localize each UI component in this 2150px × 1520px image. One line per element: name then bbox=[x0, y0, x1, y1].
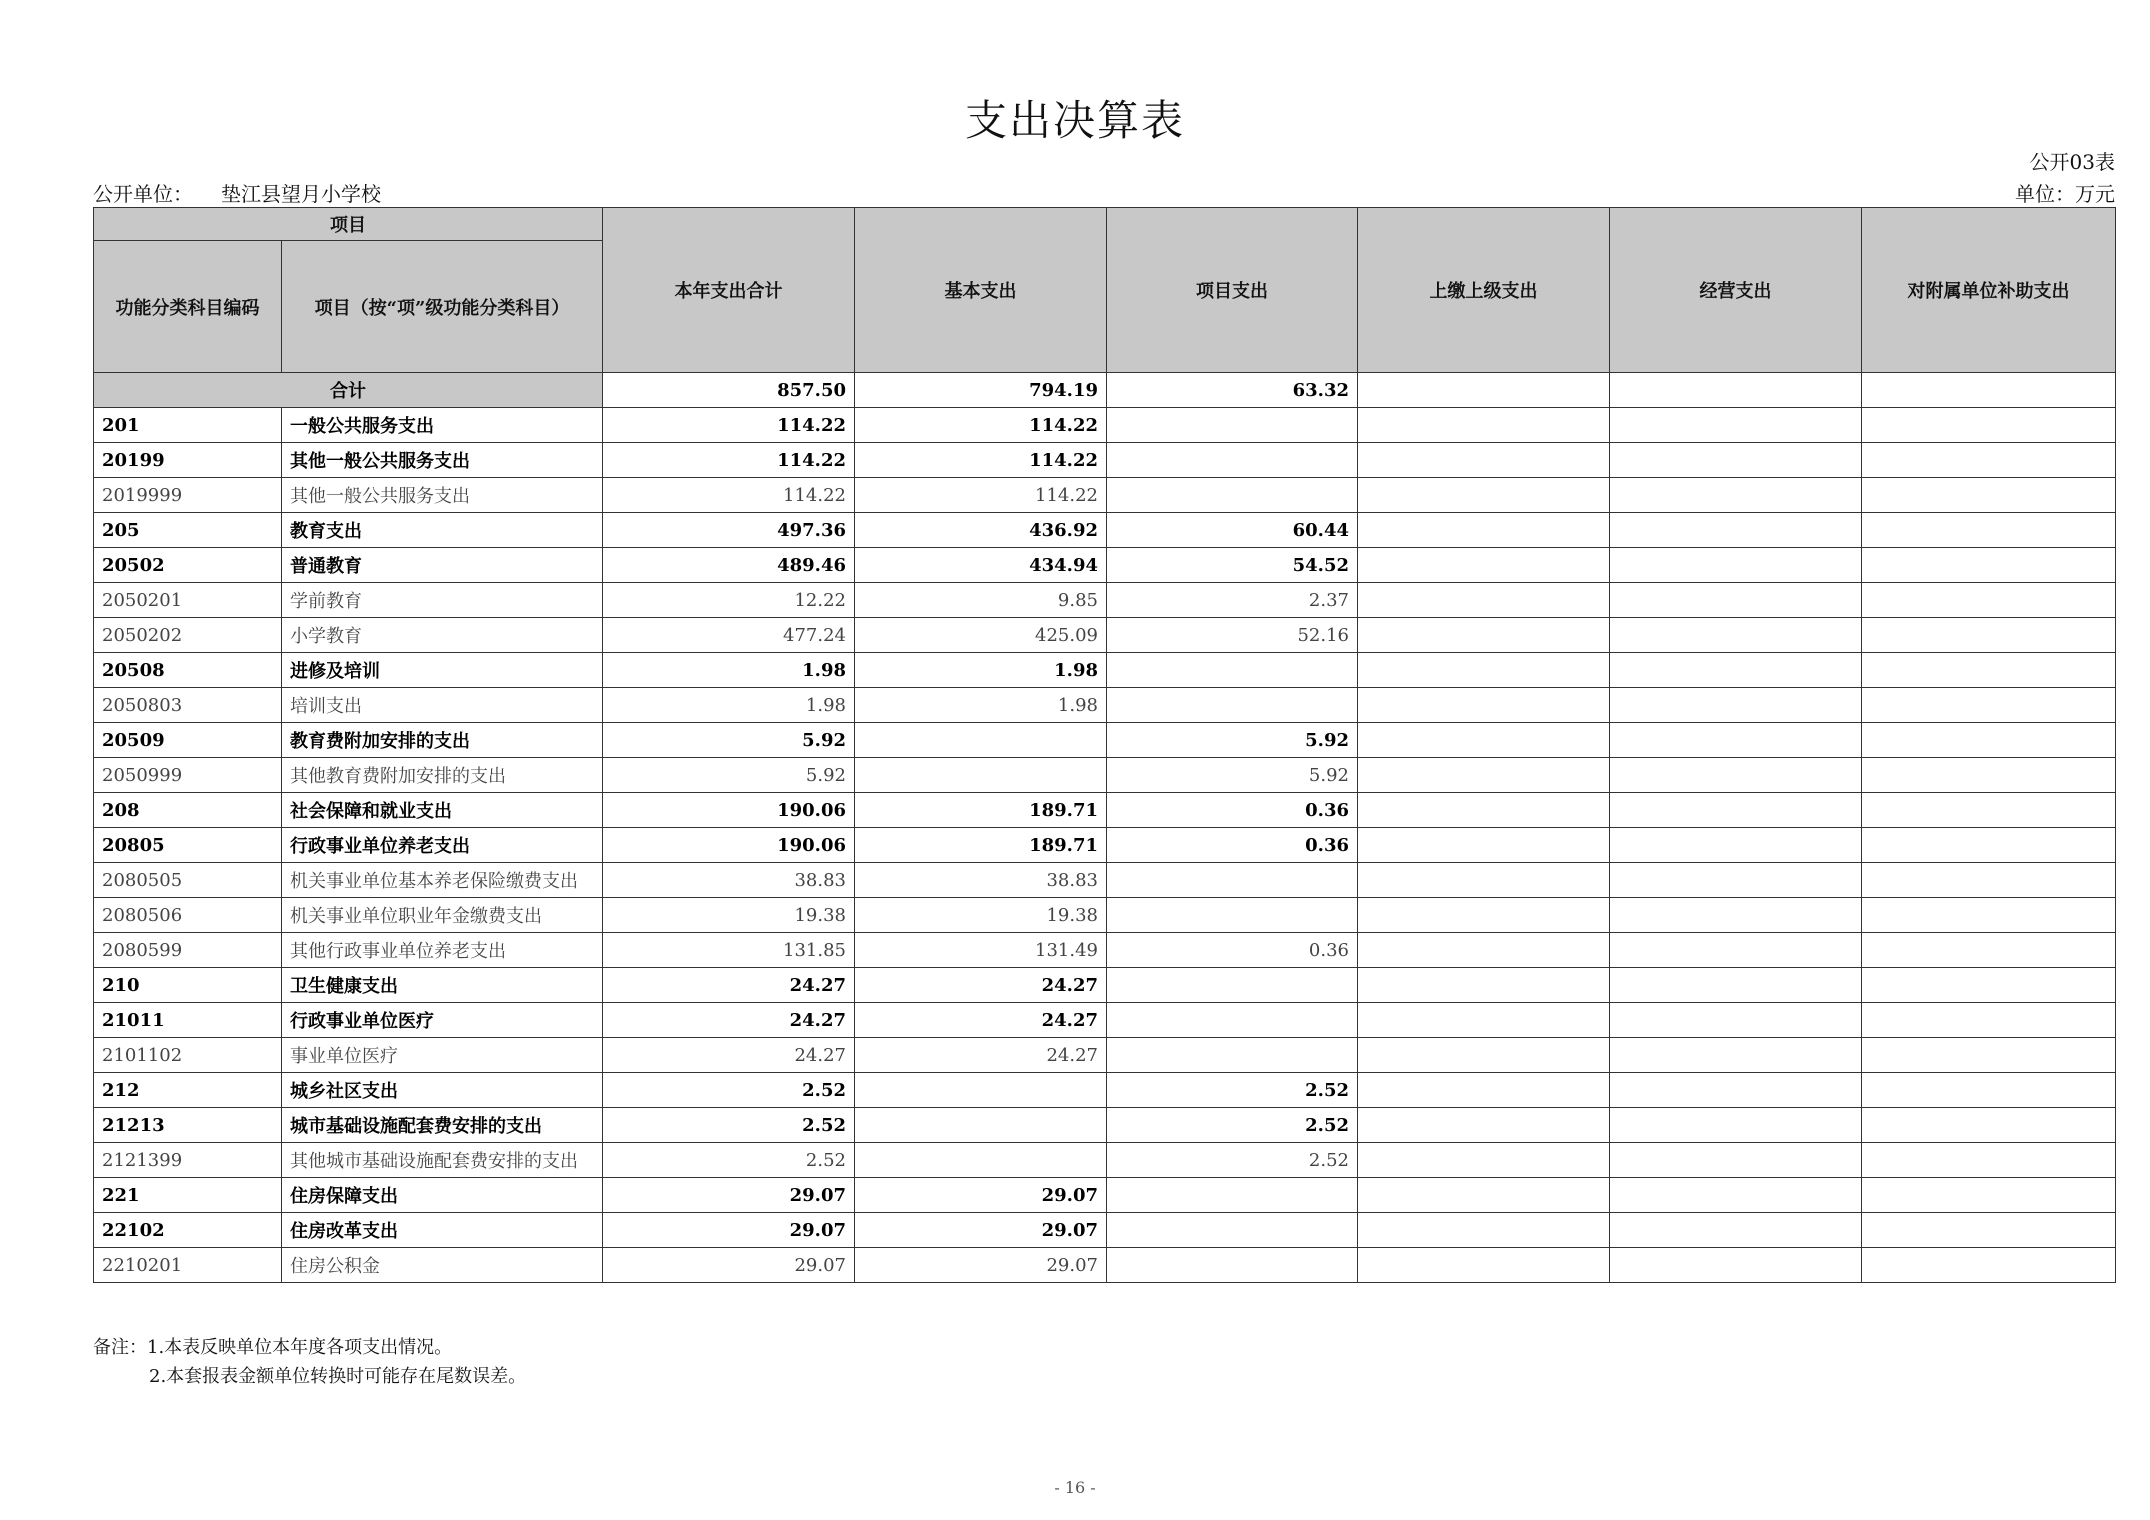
table-row bbox=[94, 793, 2116, 828]
cell-subsidy bbox=[1862, 968, 2116, 1003]
cell-total: 114.22 bbox=[603, 478, 855, 513]
cell-project: 2.52 bbox=[1107, 1143, 1358, 1178]
cell-name: 其他行政事业单位养老支出 bbox=[282, 933, 603, 968]
cell-code: 21213 bbox=[94, 1108, 282, 1143]
cell-business bbox=[1610, 1248, 1862, 1283]
totals-basic: 794.19 bbox=[855, 373, 1107, 408]
cell-name: 城乡社区支出 bbox=[282, 1073, 603, 1108]
cell-name: 小学教育 bbox=[282, 618, 603, 653]
table-row bbox=[94, 898, 2116, 933]
cell-total: 1.98 bbox=[603, 688, 855, 723]
totals-total: 857.50 bbox=[603, 373, 855, 408]
cell-project bbox=[1107, 1178, 1358, 1213]
table-row bbox=[94, 968, 2116, 1003]
cell-total: 5.92 bbox=[603, 723, 855, 758]
cell-name: 培训支出 bbox=[282, 688, 603, 723]
cell-code: 20502 bbox=[94, 548, 282, 583]
table-row bbox=[94, 513, 2116, 548]
cell-upper bbox=[1358, 898, 1610, 933]
cell-basic: 1.98 bbox=[855, 688, 1107, 723]
reporting-unit bbox=[93, 178, 381, 207]
reporting-unit-label: 公开单位： bbox=[93, 182, 193, 206]
totals-label: 合计 bbox=[94, 373, 603, 408]
cell-upper bbox=[1358, 1248, 1610, 1283]
cell-business bbox=[1610, 443, 1862, 478]
cell-total: 2.52 bbox=[603, 1073, 855, 1108]
table-row bbox=[94, 548, 2116, 583]
cell-basic: 436.92 bbox=[855, 513, 1107, 548]
cell-name: 机关事业单位职业年金缴费支出 bbox=[282, 898, 603, 933]
cell-business bbox=[1610, 723, 1862, 758]
header-business: 经营支出 bbox=[1610, 208, 1862, 373]
table-row bbox=[94, 688, 2116, 723]
cell-subsidy bbox=[1862, 1108, 2116, 1143]
cell-basic: 29.07 bbox=[855, 1213, 1107, 1248]
cell-business bbox=[1610, 583, 1862, 618]
cell-code: 2080599 bbox=[94, 933, 282, 968]
cell-subsidy bbox=[1862, 548, 2116, 583]
table-row bbox=[94, 1038, 2116, 1073]
cell-subsidy bbox=[1862, 443, 2116, 478]
form-number: 公开03表 bbox=[2029, 150, 2115, 174]
cell-name: 住房公积金 bbox=[282, 1248, 603, 1283]
cell-upper bbox=[1358, 723, 1610, 758]
cell-project: 54.52 bbox=[1107, 548, 1358, 583]
cell-basic: 131.49 bbox=[855, 933, 1107, 968]
page-number: - 16 - bbox=[1054, 1478, 1096, 1497]
cell-subsidy bbox=[1862, 688, 2116, 723]
cell-project bbox=[1107, 863, 1358, 898]
cell-business bbox=[1610, 1108, 1862, 1143]
cell-total: 5.92 bbox=[603, 758, 855, 793]
cell-total: 38.83 bbox=[603, 863, 855, 898]
cell-project: 2.52 bbox=[1107, 1073, 1358, 1108]
cell-basic: 114.22 bbox=[855, 408, 1107, 443]
reporting-unit-name: 垫江县望月小学校 bbox=[221, 182, 381, 206]
cell-subsidy bbox=[1862, 863, 2116, 898]
table-row bbox=[94, 1108, 2116, 1143]
cell-basic: 29.07 bbox=[855, 1178, 1107, 1213]
cell-name: 住房改革支出 bbox=[282, 1213, 603, 1248]
cell-total: 190.06 bbox=[603, 828, 855, 863]
cell-business bbox=[1610, 478, 1862, 513]
cell-basic bbox=[855, 758, 1107, 793]
table-row bbox=[94, 1143, 2116, 1178]
cell-subsidy bbox=[1862, 1038, 2116, 1073]
cell-basic bbox=[855, 1143, 1107, 1178]
cell-code: 2080505 bbox=[94, 863, 282, 898]
cell-basic bbox=[855, 723, 1107, 758]
cell-subsidy bbox=[1862, 1178, 2116, 1213]
cell-project: 0.36 bbox=[1107, 793, 1358, 828]
cell-project bbox=[1107, 443, 1358, 478]
cell-name: 其他城市基础设施配套费安排的支出 bbox=[282, 1143, 603, 1178]
cell-total: 24.27 bbox=[603, 1003, 855, 1038]
cell-upper bbox=[1358, 548, 1610, 583]
cell-name: 住房保障支出 bbox=[282, 1178, 603, 1213]
cell-name: 机关事业单位基本养老保险缴费支出 bbox=[282, 863, 603, 898]
cell-upper bbox=[1358, 1038, 1610, 1073]
cell-business bbox=[1610, 1003, 1862, 1038]
cell-code: 22102 bbox=[94, 1213, 282, 1248]
cell-project: 52.16 bbox=[1107, 618, 1358, 653]
header-basic: 基本支出 bbox=[855, 208, 1107, 373]
header-total: 本年支出合计 bbox=[603, 208, 855, 373]
cell-subsidy bbox=[1862, 828, 2116, 863]
cell-business bbox=[1610, 863, 1862, 898]
cell-code: 2050803 bbox=[94, 688, 282, 723]
cell-basic: 29.07 bbox=[855, 1248, 1107, 1283]
cell-name: 行政事业单位养老支出 bbox=[282, 828, 603, 863]
cell-total: 2.52 bbox=[603, 1143, 855, 1178]
cell-name: 一般公共服务支出 bbox=[282, 408, 603, 443]
cell-upper bbox=[1358, 1143, 1610, 1178]
cell-project: 60.44 bbox=[1107, 513, 1358, 548]
expenditure-table bbox=[93, 207, 2116, 1283]
cell-total: 489.46 bbox=[603, 548, 855, 583]
report-title: 支出决算表 bbox=[964, 96, 1185, 145]
cell-business bbox=[1610, 1038, 1862, 1073]
cell-name: 其他一般公共服务支出 bbox=[282, 478, 603, 513]
cell-basic: 24.27 bbox=[855, 968, 1107, 1003]
cell-subsidy bbox=[1862, 933, 2116, 968]
cell-upper bbox=[1358, 758, 1610, 793]
table-row bbox=[94, 1073, 2116, 1108]
table-row bbox=[94, 653, 2116, 688]
cell-business bbox=[1610, 793, 1862, 828]
cell-upper bbox=[1358, 828, 1610, 863]
totals-row bbox=[94, 373, 2116, 408]
cell-name: 学前教育 bbox=[282, 583, 603, 618]
cell-name: 卫生健康支出 bbox=[282, 968, 603, 1003]
cell-upper bbox=[1358, 443, 1610, 478]
cell-business bbox=[1610, 618, 1862, 653]
cell-code: 2050999 bbox=[94, 758, 282, 793]
cell-subsidy bbox=[1862, 513, 2116, 548]
cell-name: 事业单位医疗 bbox=[282, 1038, 603, 1073]
cell-code: 208 bbox=[94, 793, 282, 828]
cell-project bbox=[1107, 478, 1358, 513]
cell-upper bbox=[1358, 408, 1610, 443]
cell-business bbox=[1610, 1073, 1862, 1108]
header-project: 项目支出 bbox=[1107, 208, 1358, 373]
cell-code: 20805 bbox=[94, 828, 282, 863]
table-row bbox=[94, 1248, 2116, 1283]
cell-basic: 24.27 bbox=[855, 1038, 1107, 1073]
cell-project bbox=[1107, 653, 1358, 688]
cell-basic: 189.71 bbox=[855, 793, 1107, 828]
money-unit: 单位：万元 bbox=[2015, 182, 2115, 206]
cell-business bbox=[1610, 513, 1862, 548]
cell-total: 29.07 bbox=[603, 1213, 855, 1248]
cell-upper bbox=[1358, 618, 1610, 653]
cell-project: 5.92 bbox=[1107, 723, 1358, 758]
cell-business bbox=[1610, 548, 1862, 583]
cell-upper bbox=[1358, 688, 1610, 723]
cell-business bbox=[1610, 653, 1862, 688]
cell-project: 0.36 bbox=[1107, 933, 1358, 968]
cell-code: 20509 bbox=[94, 723, 282, 758]
cell-total: 24.27 bbox=[603, 1038, 855, 1073]
cell-upper bbox=[1358, 513, 1610, 548]
cell-upper bbox=[1358, 1073, 1610, 1108]
cell-project: 0.36 bbox=[1107, 828, 1358, 863]
cell-code: 212 bbox=[94, 1073, 282, 1108]
cell-project bbox=[1107, 688, 1358, 723]
cell-name: 其他教育费附加安排的支出 bbox=[282, 758, 603, 793]
cell-total: 114.22 bbox=[603, 408, 855, 443]
cell-project bbox=[1107, 968, 1358, 1003]
note-line-2: 2.本套报表金额单位转换时可能存在尾数误差。 bbox=[149, 1366, 527, 1387]
cell-upper bbox=[1358, 863, 1610, 898]
cell-upper bbox=[1358, 583, 1610, 618]
totals-business bbox=[1610, 373, 1862, 408]
table-row bbox=[94, 1213, 2116, 1248]
cell-project bbox=[1107, 1213, 1358, 1248]
cell-upper bbox=[1358, 1178, 1610, 1213]
cell-project bbox=[1107, 408, 1358, 443]
cell-name: 普通教育 bbox=[282, 548, 603, 583]
header-item: 项目 bbox=[94, 208, 603, 241]
cell-basic: 24.27 bbox=[855, 1003, 1107, 1038]
cell-name: 城市基础设施配套费安排的支出 bbox=[282, 1108, 603, 1143]
cell-code: 2101102 bbox=[94, 1038, 282, 1073]
table-row bbox=[94, 1003, 2116, 1038]
cell-code: 210 bbox=[94, 968, 282, 1003]
cell-upper bbox=[1358, 968, 1610, 1003]
cell-code: 2080506 bbox=[94, 898, 282, 933]
table-row bbox=[94, 758, 2116, 793]
cell-project: 2.52 bbox=[1107, 1108, 1358, 1143]
cell-total: 190.06 bbox=[603, 793, 855, 828]
cell-subsidy bbox=[1862, 1248, 2116, 1283]
cell-code: 2121399 bbox=[94, 1143, 282, 1178]
table-row bbox=[94, 1178, 2116, 1213]
notes bbox=[93, 1333, 526, 1391]
header-code: 功能分类科目编码 bbox=[94, 241, 282, 373]
cell-code: 221 bbox=[94, 1178, 282, 1213]
cell-total: 19.38 bbox=[603, 898, 855, 933]
header-name: 项目（按“项”级功能分类科目） bbox=[282, 241, 603, 373]
cell-upper bbox=[1358, 793, 1610, 828]
cell-basic: 38.83 bbox=[855, 863, 1107, 898]
cell-subsidy bbox=[1862, 758, 2116, 793]
table-row bbox=[94, 408, 2116, 443]
cell-subsidy bbox=[1862, 478, 2116, 513]
cell-total: 12.22 bbox=[603, 583, 855, 618]
cell-total: 2.52 bbox=[603, 1108, 855, 1143]
cell-code: 20199 bbox=[94, 443, 282, 478]
cell-project: 2.37 bbox=[1107, 583, 1358, 618]
cell-code: 21011 bbox=[94, 1003, 282, 1038]
cell-name: 其他一般公共服务支出 bbox=[282, 443, 603, 478]
cell-business bbox=[1610, 1213, 1862, 1248]
table-row bbox=[94, 443, 2116, 478]
table-row bbox=[94, 723, 2116, 758]
cell-basic: 434.94 bbox=[855, 548, 1107, 583]
cell-project bbox=[1107, 1248, 1358, 1283]
cell-business bbox=[1610, 1178, 1862, 1213]
cell-total: 477.24 bbox=[603, 618, 855, 653]
cell-business bbox=[1610, 898, 1862, 933]
cell-basic: 114.22 bbox=[855, 443, 1107, 478]
table-row bbox=[94, 478, 2116, 513]
cell-total: 114.22 bbox=[603, 443, 855, 478]
header-upper: 上缴上级支出 bbox=[1358, 208, 1610, 373]
cell-code: 2050202 bbox=[94, 618, 282, 653]
totals-upper bbox=[1358, 373, 1610, 408]
cell-code: 205 bbox=[94, 513, 282, 548]
totals-subsidy bbox=[1862, 373, 2116, 408]
cell-upper bbox=[1358, 478, 1610, 513]
cell-code: 2050201 bbox=[94, 583, 282, 618]
cell-project bbox=[1107, 898, 1358, 933]
cell-total: 29.07 bbox=[603, 1248, 855, 1283]
table-row bbox=[94, 863, 2116, 898]
cell-code: 20508 bbox=[94, 653, 282, 688]
cell-total: 131.85 bbox=[603, 933, 855, 968]
table-row bbox=[94, 828, 2116, 863]
cell-code: 2210201 bbox=[94, 1248, 282, 1283]
cell-business bbox=[1610, 688, 1862, 723]
header-subsidy: 对附属单位补助支出 bbox=[1862, 208, 2116, 373]
cell-basic: 9.85 bbox=[855, 583, 1107, 618]
cell-project bbox=[1107, 1038, 1358, 1073]
cell-subsidy bbox=[1862, 408, 2116, 443]
cell-project: 5.92 bbox=[1107, 758, 1358, 793]
cell-basic: 189.71 bbox=[855, 828, 1107, 863]
table-row bbox=[94, 933, 2116, 968]
cell-business bbox=[1610, 968, 1862, 1003]
cell-subsidy bbox=[1862, 1213, 2116, 1248]
cell-business bbox=[1610, 1143, 1862, 1178]
cell-business bbox=[1610, 408, 1862, 443]
cell-name: 教育支出 bbox=[282, 513, 603, 548]
cell-total: 1.98 bbox=[603, 653, 855, 688]
cell-subsidy bbox=[1862, 898, 2116, 933]
cell-basic: 1.98 bbox=[855, 653, 1107, 688]
note-line-1: 备注：1.本表反映单位本年度各项支出情况。 bbox=[93, 1337, 453, 1358]
cell-code: 201 bbox=[94, 408, 282, 443]
cell-business bbox=[1610, 933, 1862, 968]
cell-name: 教育费附加安排的支出 bbox=[282, 723, 603, 758]
cell-name: 行政事业单位医疗 bbox=[282, 1003, 603, 1038]
cell-basic bbox=[855, 1108, 1107, 1143]
totals-project: 63.32 bbox=[1107, 373, 1358, 408]
cell-subsidy bbox=[1862, 793, 2116, 828]
cell-name: 进修及培训 bbox=[282, 653, 603, 688]
cell-subsidy bbox=[1862, 723, 2116, 758]
cell-subsidy bbox=[1862, 1073, 2116, 1108]
cell-business bbox=[1610, 758, 1862, 793]
cell-basic: 19.38 bbox=[855, 898, 1107, 933]
cell-basic bbox=[855, 1073, 1107, 1108]
table-row bbox=[94, 583, 2116, 618]
cell-upper bbox=[1358, 1003, 1610, 1038]
cell-subsidy bbox=[1862, 1143, 2116, 1178]
cell-project bbox=[1107, 1003, 1358, 1038]
cell-total: 24.27 bbox=[603, 968, 855, 1003]
cell-upper bbox=[1358, 1108, 1610, 1143]
cell-basic: 114.22 bbox=[855, 478, 1107, 513]
cell-subsidy bbox=[1862, 653, 2116, 688]
cell-basic: 425.09 bbox=[855, 618, 1107, 653]
cell-code: 2019999 bbox=[94, 478, 282, 513]
cell-upper bbox=[1358, 933, 1610, 968]
cell-upper bbox=[1358, 653, 1610, 688]
cell-subsidy bbox=[1862, 618, 2116, 653]
cell-total: 29.07 bbox=[603, 1178, 855, 1213]
cell-business bbox=[1610, 828, 1862, 863]
cell-name: 社会保障和就业支出 bbox=[282, 793, 603, 828]
cell-total: 497.36 bbox=[603, 513, 855, 548]
table-row bbox=[94, 618, 2116, 653]
cell-subsidy bbox=[1862, 583, 2116, 618]
cell-upper bbox=[1358, 1213, 1610, 1248]
cell-subsidy bbox=[1862, 1003, 2116, 1038]
